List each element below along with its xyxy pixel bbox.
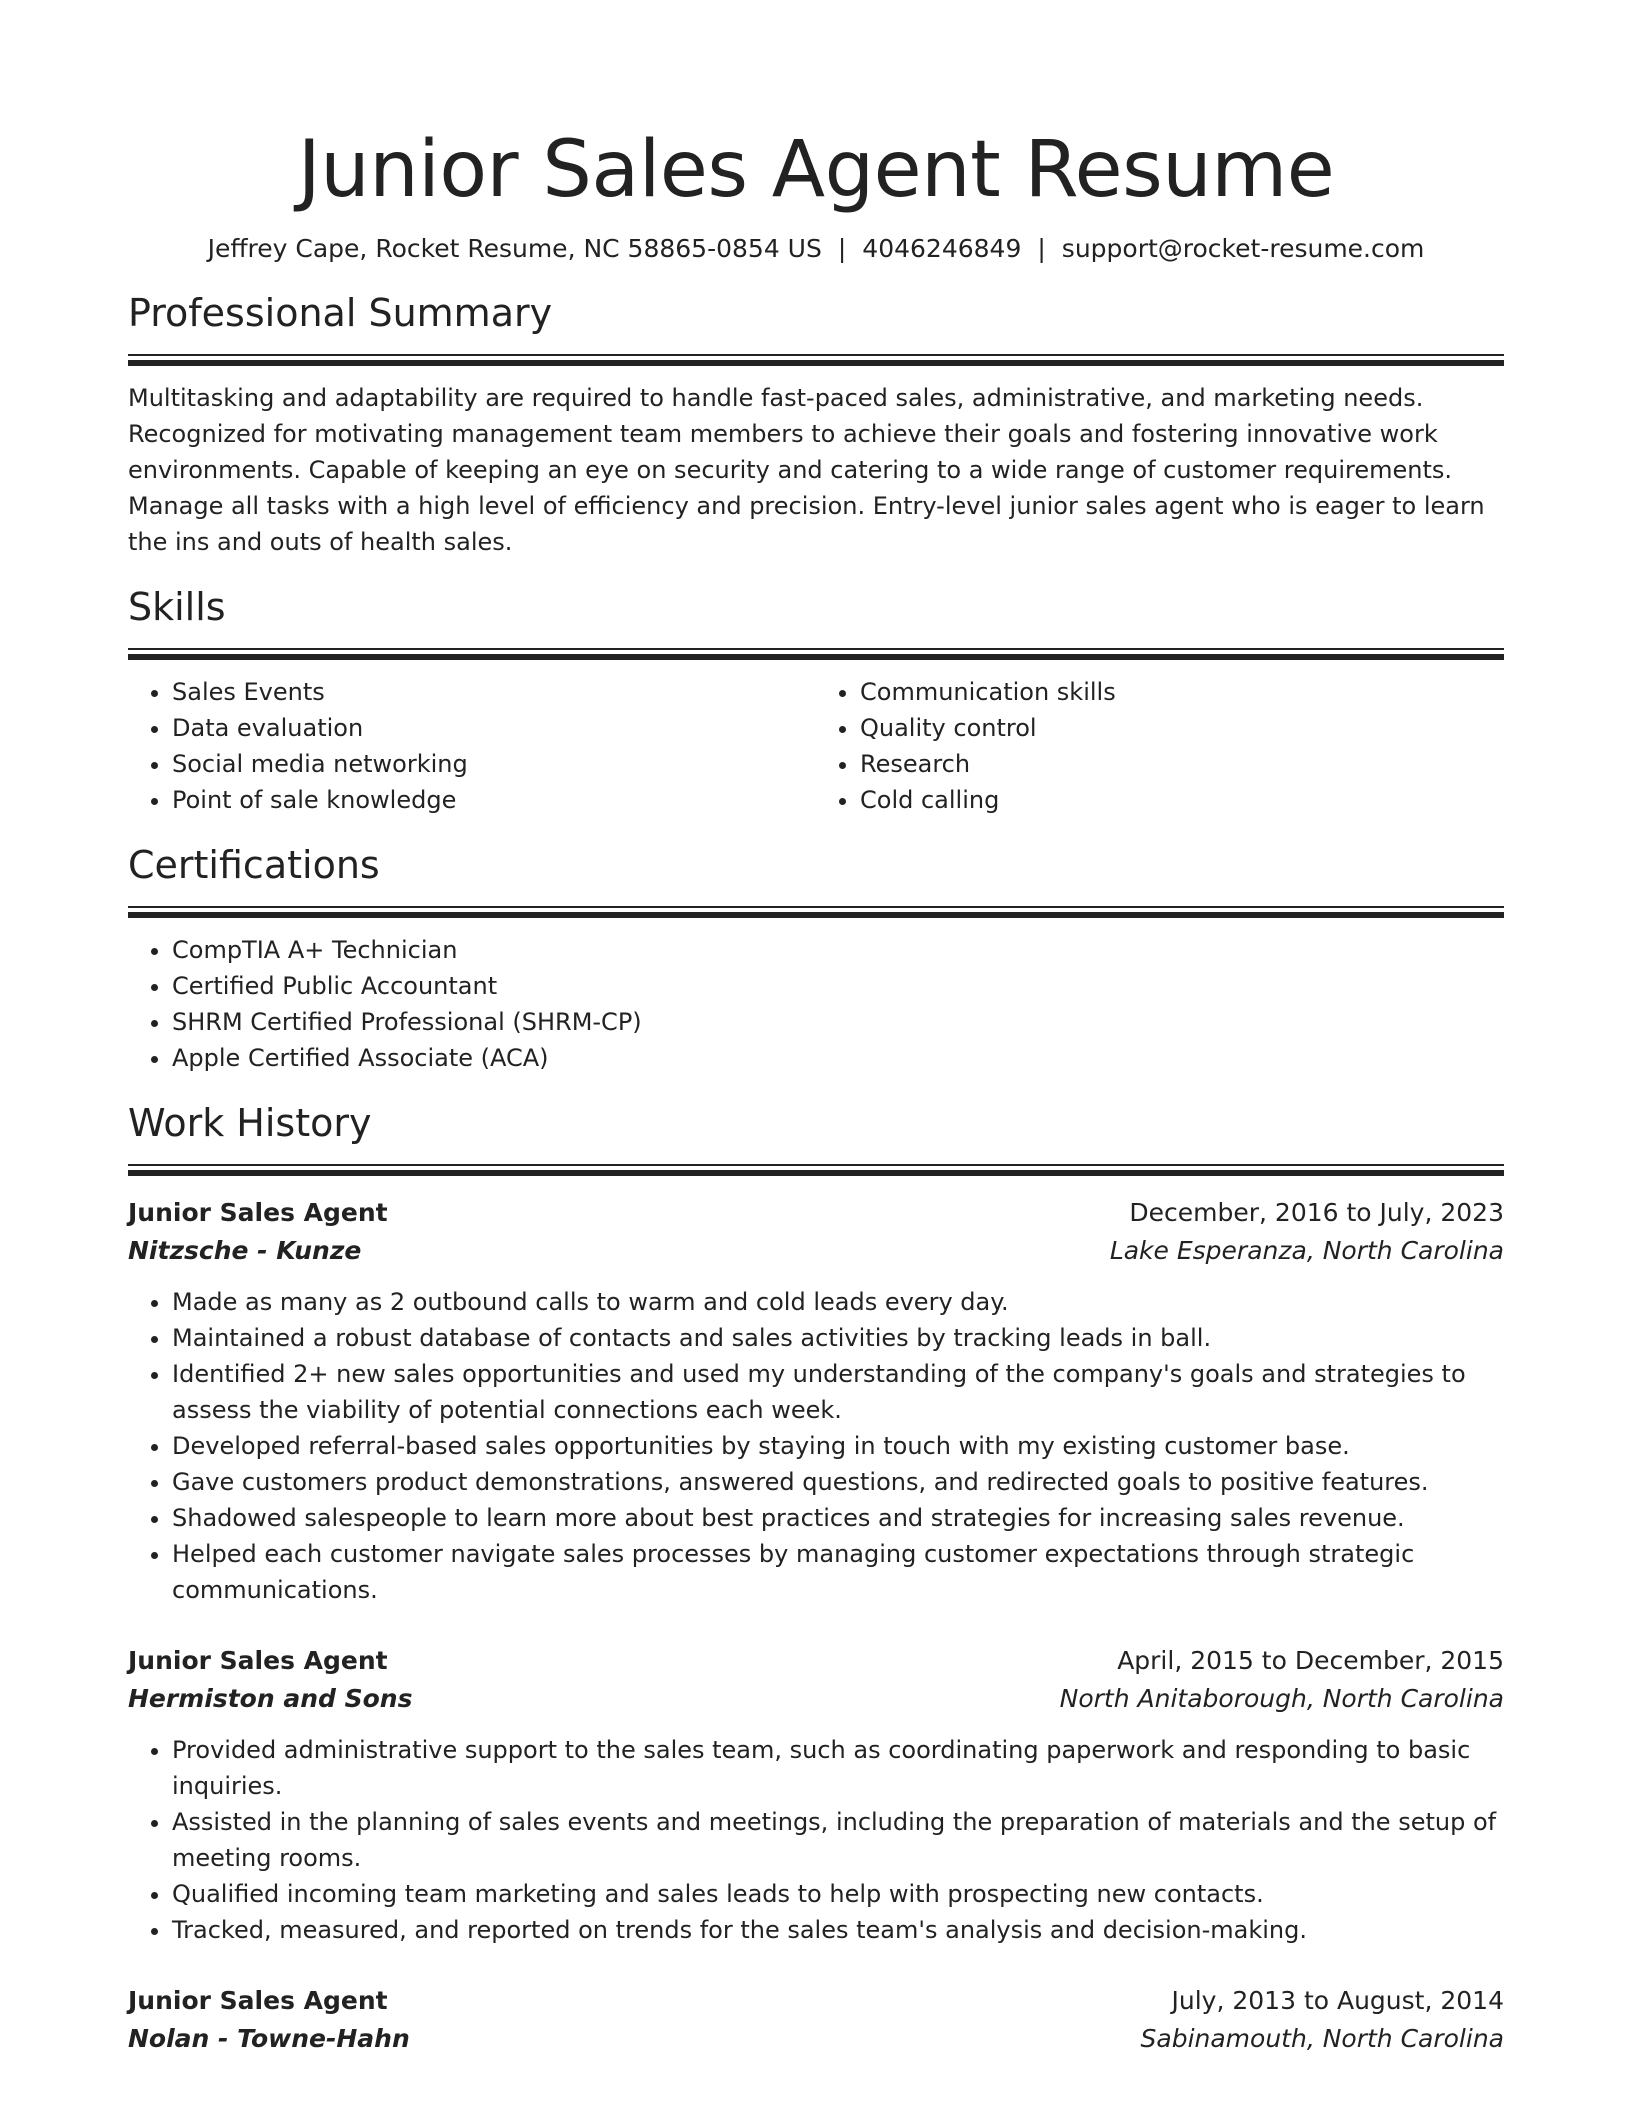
job-header-row	[128, 1982, 1504, 2020]
job-bullets	[128, 1732, 1504, 1948]
resume-title: Junior Sales Agent Resume	[297, 125, 1335, 215]
skill-item: • Data evaluation	[172, 710, 816, 746]
job-bullet: • Tracked, measured, and reported on trends for the sales team's analysis and decision-making.	[172, 1912, 1504, 1948]
section-divider	[128, 1164, 1504, 1176]
section-heading: Certifications	[128, 843, 380, 887]
section-divider	[128, 906, 1504, 918]
job-bullet: • Helped each customer navigate sales processes by managing customer expectations through strategic communications.	[172, 1536, 1504, 1608]
job-bullet: • Made as many as 2 outbound calls to warm and cold leads every day.	[172, 1284, 1504, 1320]
job-bullet: • Provided administrative support to the sales team, such as coordinating paperwork and responding to basic inquiries.	[172, 1732, 1504, 1804]
skills-list-right	[816, 674, 1504, 818]
skill-item: • Quality control	[860, 710, 1504, 746]
job-location: North Anitaborough, North Carolina	[1059, 1684, 1504, 1713]
job-company: Hermiston and Sons	[128, 1684, 413, 1713]
job-bullet: • Shadowed salespeople to learn more about best practices and strategies for increasing sales revenue.	[172, 1500, 1504, 1536]
job-bullet: • Assisted in the planning of sales events and meetings, including the preparation of materials and the setup of meeting rooms.	[172, 1804, 1504, 1876]
contact-phone: 4046246849	[862, 234, 1022, 263]
job-company-row	[128, 2020, 1504, 2058]
job-company-row	[128, 1232, 1504, 1270]
job-entry	[128, 1982, 1504, 2058]
certification-item: • Apple Certified Associate (ACA)	[172, 1040, 1504, 1076]
certification-item: • Certified Public Accountant	[172, 968, 1504, 1004]
job-company: Nolan - Towne-Hahn	[128, 2024, 410, 2053]
job-company-row	[128, 1680, 1504, 1718]
certification-item: • CompTIA A+ Technician	[172, 932, 1504, 968]
summary-section	[128, 288, 1504, 560]
section-heading: Skills	[128, 585, 226, 629]
job-bullet: • Developed referral-based sales opportunities by staying in touch with my existing customer base.	[172, 1428, 1504, 1464]
section-heading: Work History	[128, 1101, 372, 1145]
skill-item: • Communication skills	[860, 674, 1504, 710]
job-title: Junior Sales Agent	[128, 1986, 388, 2015]
contact-line	[128, 232, 1504, 266]
contact-separator: |	[1037, 234, 1046, 263]
contact-separator: |	[837, 234, 847, 263]
section-heading: Professional Summary	[128, 291, 553, 335]
contact-address: Jeffrey Cape, Rocket Resume, NC 58865-0854 US	[207, 234, 822, 263]
job-entry	[128, 1194, 1504, 1608]
job-location: Sabinamouth, North Carolina	[1140, 2024, 1504, 2053]
skill-item: • Point of sale knowledge	[172, 782, 816, 818]
work-history-section	[128, 1098, 1504, 2058]
job-header-row	[128, 1642, 1504, 1680]
skills-section	[128, 582, 1504, 818]
job-bullets	[128, 1284, 1504, 1608]
certification-item: • SHRM Certified Professional (SHRM-CP)	[172, 1004, 1504, 1040]
job-company: Nitzsche - Kunze	[128, 1236, 362, 1265]
job-entry	[128, 1642, 1504, 1948]
job-dates: July, 2013 to August, 2014	[1171, 1986, 1504, 2015]
certifications-list	[128, 932, 1504, 1076]
job-bullet: • Maintained a robust database of contacts and sales activities by tracking leads in ball.	[172, 1320, 1504, 1356]
job-dates: December, 2016 to July, 2023	[1129, 1198, 1504, 1227]
job-dates: April, 2015 to December, 2015	[1117, 1646, 1504, 1675]
job-bullet: • Gave customers product demonstrations, answered questions, and redirected goals to positive features.	[172, 1464, 1504, 1500]
job-bullet: • Identified 2+ new sales opportunities and used my understanding of the company's goals and strategies to assess the viability of potential connections each week.	[172, 1356, 1504, 1428]
job-location: Lake Esperanza, North Carolina	[1109, 1236, 1504, 1265]
skill-item: • Research	[860, 746, 1504, 782]
certifications-section	[128, 840, 1504, 1076]
skill-item: • Social media networking	[172, 746, 816, 782]
job-title: Junior Sales Agent	[128, 1198, 388, 1227]
contact-email[interactable]: support@rocket-resume.com	[1061, 234, 1425, 263]
job-title: Junior Sales Agent	[128, 1646, 388, 1675]
skills-list-left	[128, 674, 816, 818]
skills-columns	[128, 674, 1504, 818]
job-bullet: • Qualified incoming team marketing and sales leads to help with prospecting new contacts.	[172, 1876, 1504, 1912]
section-divider	[128, 648, 1504, 660]
section-divider	[128, 354, 1504, 366]
summary-text: Multitasking and adaptability are required to handle fast-paced sales, administrative, and marketing needs. Recognized for motivating management team members to achieve their goals and fostering innovative work environments. Capable of keeping an eye on security and catering to a wide range of customer requirements. Manage all tasks with a high level of efficiency and precision. Entry-level junior sales agent who is eager to learn the ins and outs of health sales.	[128, 384, 1485, 556]
skill-item: • Cold calling	[860, 782, 1504, 818]
job-header-row	[128, 1194, 1504, 1232]
skill-item: • Sales Events	[172, 674, 816, 710]
